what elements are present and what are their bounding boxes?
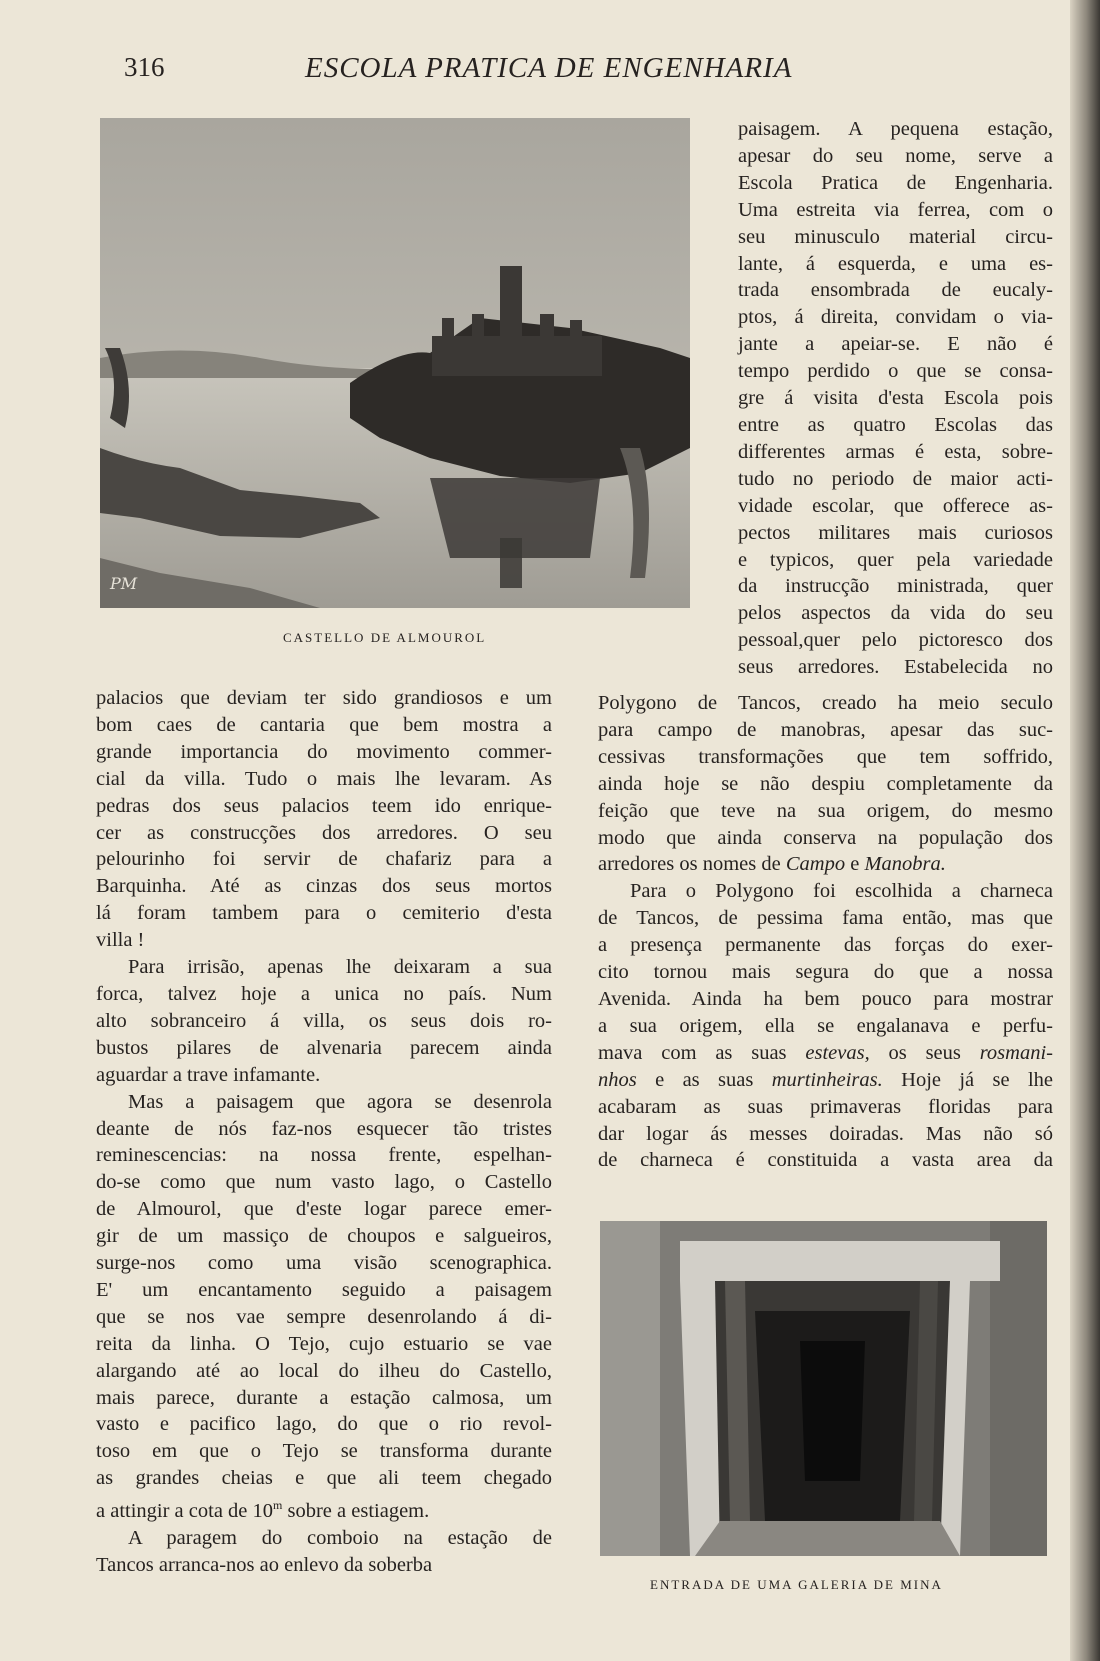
text-line: cial da villa. Tudo o mais lhe levaram. As — [96, 767, 552, 790]
text-line: vidade escolar, que offerece as- — [738, 494, 1053, 517]
page-edge-shadow — [1070, 0, 1100, 1661]
text-line: a sua origem, ella se engalanava e perfu- — [598, 1014, 1053, 1037]
superscript-unit: m — [273, 1498, 283, 1513]
text-line: seu minusculo material circu- — [738, 225, 1053, 248]
text-line: as grandes cheias e que ali teem chegado — [96, 1467, 552, 1490]
text-line — [598, 1040, 1053, 1067]
text-line: aguardar a trave infamante. — [96, 1063, 321, 1086]
text-line: trada ensombrada de eucaly- — [738, 279, 1053, 302]
text-line: tempo perdido o que se consa- — [738, 360, 1053, 383]
text-line: Uma estreita via ferrea, com o — [738, 198, 1053, 221]
text-line: pelos aspectos da vida do seu — [738, 602, 1053, 625]
text-line: alargando até ao local do ilheu do Castello, — [96, 1359, 552, 1382]
right-column-bottom — [598, 690, 1053, 1174]
text-line: cer as construcções dos arredores. O seu — [96, 821, 552, 844]
text-fragment: sobre a estiagem. — [282, 1500, 430, 1523]
text-line: acabaram as suas primaveras floridas para — [598, 1095, 1053, 1118]
text-line: Tancos arranca-nos ao enlevo da soberba — [96, 1553, 433, 1576]
text-line: E' um encantamento seguido a paisagem — [96, 1278, 552, 1301]
text-line: vasto e pacifico lago, do que o rio revol- — [96, 1413, 552, 1436]
text-line: Barquinha. Até as cinzas dos seus mortos — [96, 875, 552, 898]
text-line: de Tancos, de pessima fama então, mas que — [598, 907, 1053, 930]
text-line: pelourinho foi servir de chafariz para a — [96, 848, 552, 871]
text-line: pedras dos seus palacios teem ido enrique- — [96, 794, 552, 817]
text-line: apesar do seu nome, serve a — [738, 144, 1053, 167]
italic-term: nhos — [598, 1068, 637, 1091]
mine-gallery-caption: ENTRADA DE UMA GALERIA DE MINA — [650, 1577, 943, 1592]
text-fragment: Hoje já se lhe — [901, 1068, 1054, 1091]
running-title: ESCOLA PRATICA DE ENGENHARIA — [305, 52, 793, 84]
text-line: reita da linha. O Tejo, cujo estuario se vae — [96, 1332, 552, 1355]
text-line: cessivas transformações que tem soffrido, — [598, 745, 1053, 768]
text-fragment: a attingir a cota de 10 — [96, 1500, 274, 1523]
text-line: cito tornou mais segura do que a nossa — [598, 961, 1053, 984]
italic-term: murtinheiras. — [771, 1068, 883, 1091]
text-line: reminescencias: na nossa frente, espelhan- — [96, 1144, 552, 1167]
text-line: feição que teve na sua origem, do mesmo — [598, 799, 1053, 822]
castle-photo-caption: CASTELLO DE ALMOUROL — [283, 630, 487, 645]
text-fragment: os seus — [888, 1041, 961, 1064]
text-line: bom caes de cantaria que bem mostra a — [96, 713, 552, 736]
castle-photo-signature: PM — [110, 574, 138, 593]
italic-term: estevas, — [805, 1041, 870, 1064]
text-line: de charneca é constituida a vasta area da — [598, 1149, 1053, 1172]
right-column-top — [738, 116, 1053, 681]
text-line: lante, á esquerda, e uma es- — [738, 252, 1053, 275]
text-line: forca, talvez hoje a unica no país. Num — [96, 982, 552, 1005]
text-line: ainda hoje se não despiu completamente da — [598, 772, 1053, 795]
text-line: pectos militares mais curiosos — [738, 521, 1053, 544]
text-line — [598, 851, 1053, 878]
text-line: tudo no periodo de maior acti- — [738, 467, 1053, 490]
text-line: modo que ainda conserva na população dos — [598, 826, 1053, 849]
text-line: surge-nos como uma visão scenographica. — [96, 1252, 552, 1275]
text-line: bustos pilares de alvenaria parecem ainda — [96, 1036, 552, 1059]
text-line: paisagem. A pequena estação, — [738, 118, 1053, 140]
italic-term: rosmani- — [979, 1041, 1053, 1064]
text-line: entre as quatro Escolas das — [738, 413, 1053, 436]
text-line: a presença permanente das forças do exer- — [598, 934, 1053, 957]
text-line: lá foram tambem para o cemiterio d'esta — [96, 902, 552, 925]
text-line: do-se como que num vasto lago, o Castello — [96, 1171, 552, 1194]
text-line: ptos, á direita, convidam o via- — [738, 306, 1053, 329]
text-line: gir de um massiço de choupos e salgueiros, — [96, 1225, 552, 1248]
italic-term: Manobra. — [864, 853, 946, 876]
text-fragment: e — [850, 853, 860, 876]
text-line: dar logar ás messes doiradas. Mas não só — [598, 1122, 1053, 1145]
text-line: para campo de manobras, apesar das suc- — [598, 718, 1053, 741]
text-line: alto sobranceiro á villa, os seus dois ro- — [96, 1009, 552, 1032]
text-line — [598, 1067, 1053, 1094]
text-line: A paragem do comboio na estação de — [128, 1526, 552, 1549]
text-line — [96, 1492, 552, 1525]
text-fragment: e as suas — [655, 1068, 754, 1091]
text-line: villa ! — [96, 929, 145, 952]
text-line: da instrucção ministrada, quer — [738, 575, 1053, 598]
text-line: pessoal,quer pelo pictoresco dos — [738, 629, 1053, 652]
mine-gallery-illustration — [600, 1221, 1047, 1556]
mine-gallery-photo — [600, 1221, 1047, 1556]
left-column — [96, 685, 552, 1579]
text-line: Para irrisão, apenas lhe deixaram a sua — [128, 956, 552, 979]
text-line: Avenida. Ainda ha bem pouco para mostrar — [598, 987, 1053, 1010]
text-line: grande importancia do movimento commer- — [96, 740, 552, 763]
text-line: de Almourol, que d'este logar parece emer- — [96, 1198, 552, 1221]
text-line: e typicos, quer pela variedade — [738, 548, 1053, 571]
page-number: 316 — [124, 52, 165, 82]
text-line: mais parece, durante a estação calmosa, um — [96, 1386, 552, 1409]
text-line: jante a apeiar-se. E não é — [738, 333, 1053, 356]
italic-term: Campo — [785, 853, 846, 876]
castle-photo-illustration — [100, 118, 690, 608]
text-line: differentes armas é esta, sobre- — [738, 440, 1053, 463]
text-line: Mas a paisagem que agora se desenrola — [128, 1090, 552, 1113]
castle-photo — [100, 118, 690, 608]
text-line: Polygono de Tancos, creado ha meio seculo — [598, 692, 1053, 714]
text-fragment: arredores os nomes de — [598, 853, 781, 876]
text-line: deante de nós faz-nos esquecer tão tristes — [96, 1117, 552, 1140]
text-fragment: mava com as suas — [598, 1041, 787, 1064]
text-line: Escola Pratica de Engenharia. — [738, 171, 1053, 194]
text-line: seus arredores. Estabelecida no — [738, 656, 1053, 679]
text-line: gre á visita d'esta Escola pois — [738, 387, 1053, 410]
text-line: palacios que deviam ter sido grandiosos e um — [96, 687, 552, 709]
text-line: que se nos vae sempre desenrolando á di- — [96, 1305, 552, 1328]
text-line: Para o Polygono foi escolhida a charneca — [630, 880, 1053, 903]
text-line: toso em que o Tejo se transforma durante — [96, 1440, 552, 1463]
